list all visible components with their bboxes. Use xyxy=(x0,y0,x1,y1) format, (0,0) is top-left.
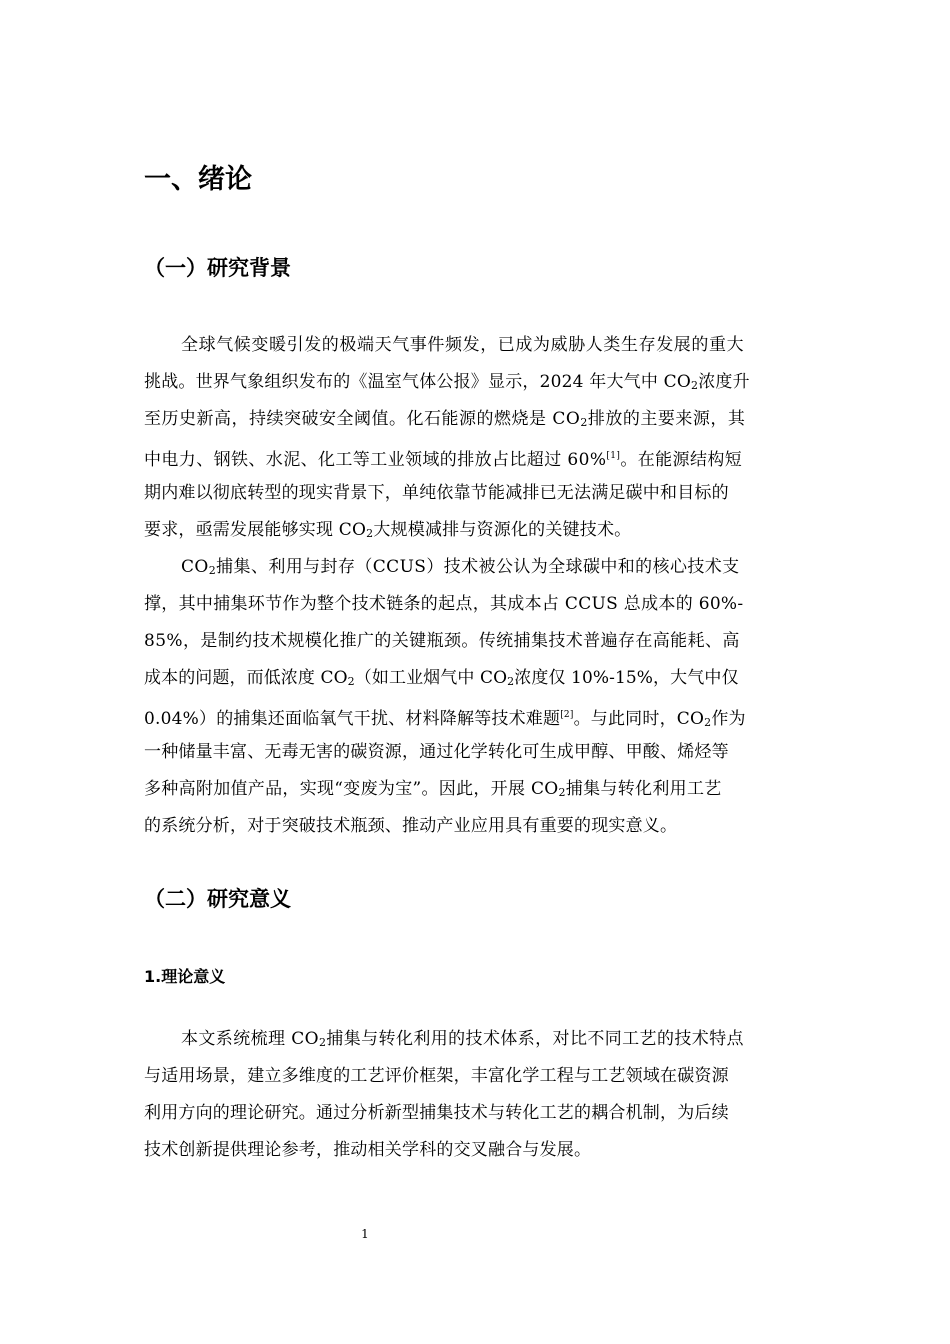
text-line: 全球气候变暖引发的极端天气事件频发，已成为威胁人类生存发展的重大 xyxy=(181,335,745,355)
subsection-heading-theory: 1.理论意义 xyxy=(144,967,226,986)
text-line: 期内难以彻底转型的现实背景下，单纯依靠节能减排已无法满足碳中和目标的 xyxy=(144,483,729,503)
subscript: 2 xyxy=(507,675,515,688)
text-line: 挑战。世界气象组织发布的《温室气体公报》显示，2024 年大气中 CO2浓度升 xyxy=(144,372,750,392)
text-line: 成本的问题，而低浓度 CO2（如工业烟气中 CO2浓度仅 10%-15%，大气中仅 xyxy=(144,668,739,688)
subscript: 2 xyxy=(691,379,699,392)
text-line: 多种高附加值产品，实现“变废为宝”。因此，开展 CO2捕集与转化利用工艺 xyxy=(144,779,722,799)
chapter-heading: 一、绪论 xyxy=(144,164,252,195)
subscript: 2 xyxy=(318,1036,327,1049)
text-line: 技术创新提供理论参考，推动相关学科的交叉融合与发展。 xyxy=(144,1140,592,1160)
text-line: 的系统分析，对于突破技术瓶颈、推动产业应用具有重要的现实意义。 xyxy=(144,816,678,836)
subscript: 2 xyxy=(347,675,355,688)
page-number: 1 xyxy=(361,1227,369,1241)
text-line: 撑，其中捕集环节作为整个技术链条的起点，其成本占 CCUS 总成本的 60%- xyxy=(144,594,744,614)
text-line: 要求，亟需发展能够实现 CO2大规模减排与资源化的关键技术。 xyxy=(144,520,632,540)
subscript: 2 xyxy=(580,416,588,429)
text-line: CO2捕集、利用与封存（CCUS）技术被公认为全球碳中和的核心技术支 xyxy=(181,557,740,577)
subscript: 2 xyxy=(558,786,566,799)
text-line: 0.04%）的捕集还面临氧气干扰、材料降解等技术难题[2]。与此同时，CO2作为 xyxy=(144,709,746,729)
text-line: 中电力、钢铁、水泥、化工等工业领域的排放占比超过 60%[1]。在能源结构短 xyxy=(144,450,743,470)
text-line: 利用方向的理论研究。通过分析新型捕集技术与转化工艺的耦合机制，为后续 xyxy=(144,1103,729,1123)
text-line: 一种储量丰富、无毒无害的碳资源，通过化学转化可生成甲醇、甲酸、烯烃等 xyxy=(144,742,729,762)
text-line: 本文系统梳理 CO2捕集与转化利用的技术体系，对比不同工艺的技术特点 xyxy=(181,1029,744,1049)
subscript: 2 xyxy=(704,716,712,729)
citation-ref: [1] xyxy=(606,451,621,461)
subscript: 2 xyxy=(208,564,217,577)
text-line: 与适用场景，建立多维度的工艺评价框架，丰富化学工程与工艺领域在碳资源 xyxy=(144,1066,729,1086)
citation-ref: [2] xyxy=(560,710,574,720)
text-line: 至历史新高，持续突破安全阈值。化石能源的燃烧是 CO2排放的主要来源，其 xyxy=(144,409,746,429)
subscript: 2 xyxy=(366,527,374,540)
section-heading-significance: （二）研究意义 xyxy=(144,887,291,911)
text-line: 85%，是制约技术规模化推广的关键瓶颈。传统捕集技术普遍存在高能耗、高 xyxy=(144,631,740,651)
section-heading-background: （一）研究背景 xyxy=(144,256,291,280)
